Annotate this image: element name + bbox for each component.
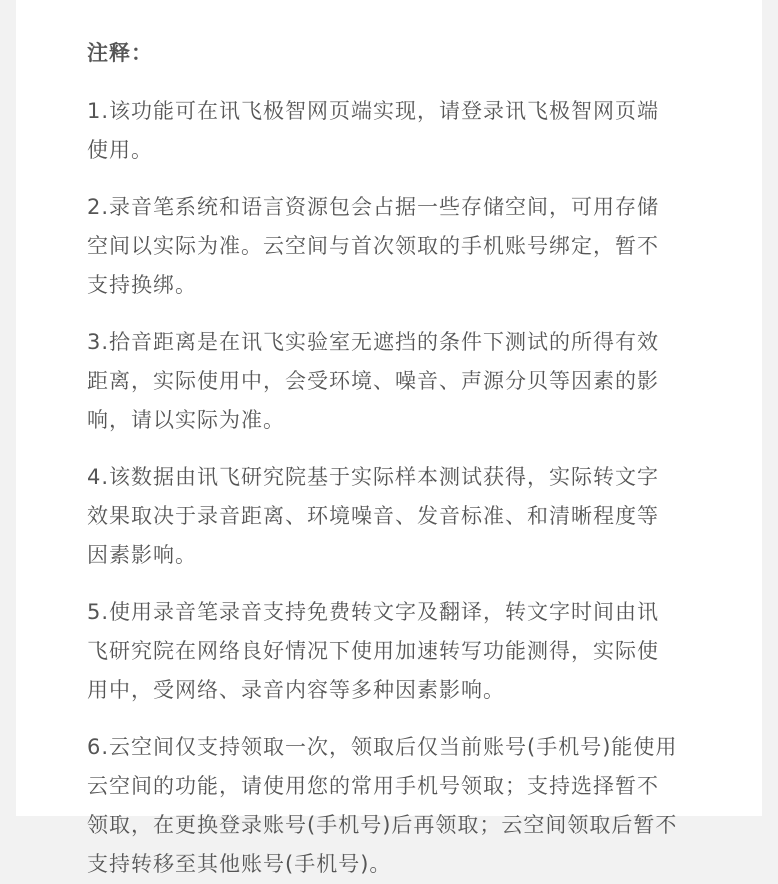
note-1: 1.该功能可在讯飞极智网页端实现，请登录讯飞极智网页端 使用。 xyxy=(87,99,660,162)
notes-title: 注释： xyxy=(87,41,153,65)
note-5: 5.使用录音笔录音支持免费转文字及翻译，转文字时间由讯 飞研究院在网络良好情况下使用加速转写功能测得，实际使 用中，受网络、录音内容等多种因素影响。 xyxy=(87,600,660,702)
note-4: 4.该数据由讯飞研究院基于实际样本测试获得，实际转文字 效果取决于录音距离、环境噪音、发音标准、和清晰程度等 因素影响。 xyxy=(87,465,660,567)
note-6: 6.云空间仅支持领取一次，领取后仅当前账号(手机号)能使用 云空间的功能，请使用您的常用手机号领取；支持选择暂不 领取，在更换登录账号(手机号)后再领取；云空间领取后暂不 支持转移至其他账号(手机号)。 xyxy=(87,735,678,876)
note-3: 3.拾音距离是在讯飞实验室无遮挡的条件下测试的所得有效 距离，实际使用中，会受环境、噪音、声源分贝等因素的影 响，请以实际为准。 xyxy=(87,330,660,432)
note-2: 2.录音笔系统和语言资源包会占据一些存储空间，可用存储 空间以实际为准。云空间与首次领取的手机账号绑定，暂不 支持换绑。 xyxy=(87,195,660,297)
notes-panel xyxy=(16,0,762,876)
